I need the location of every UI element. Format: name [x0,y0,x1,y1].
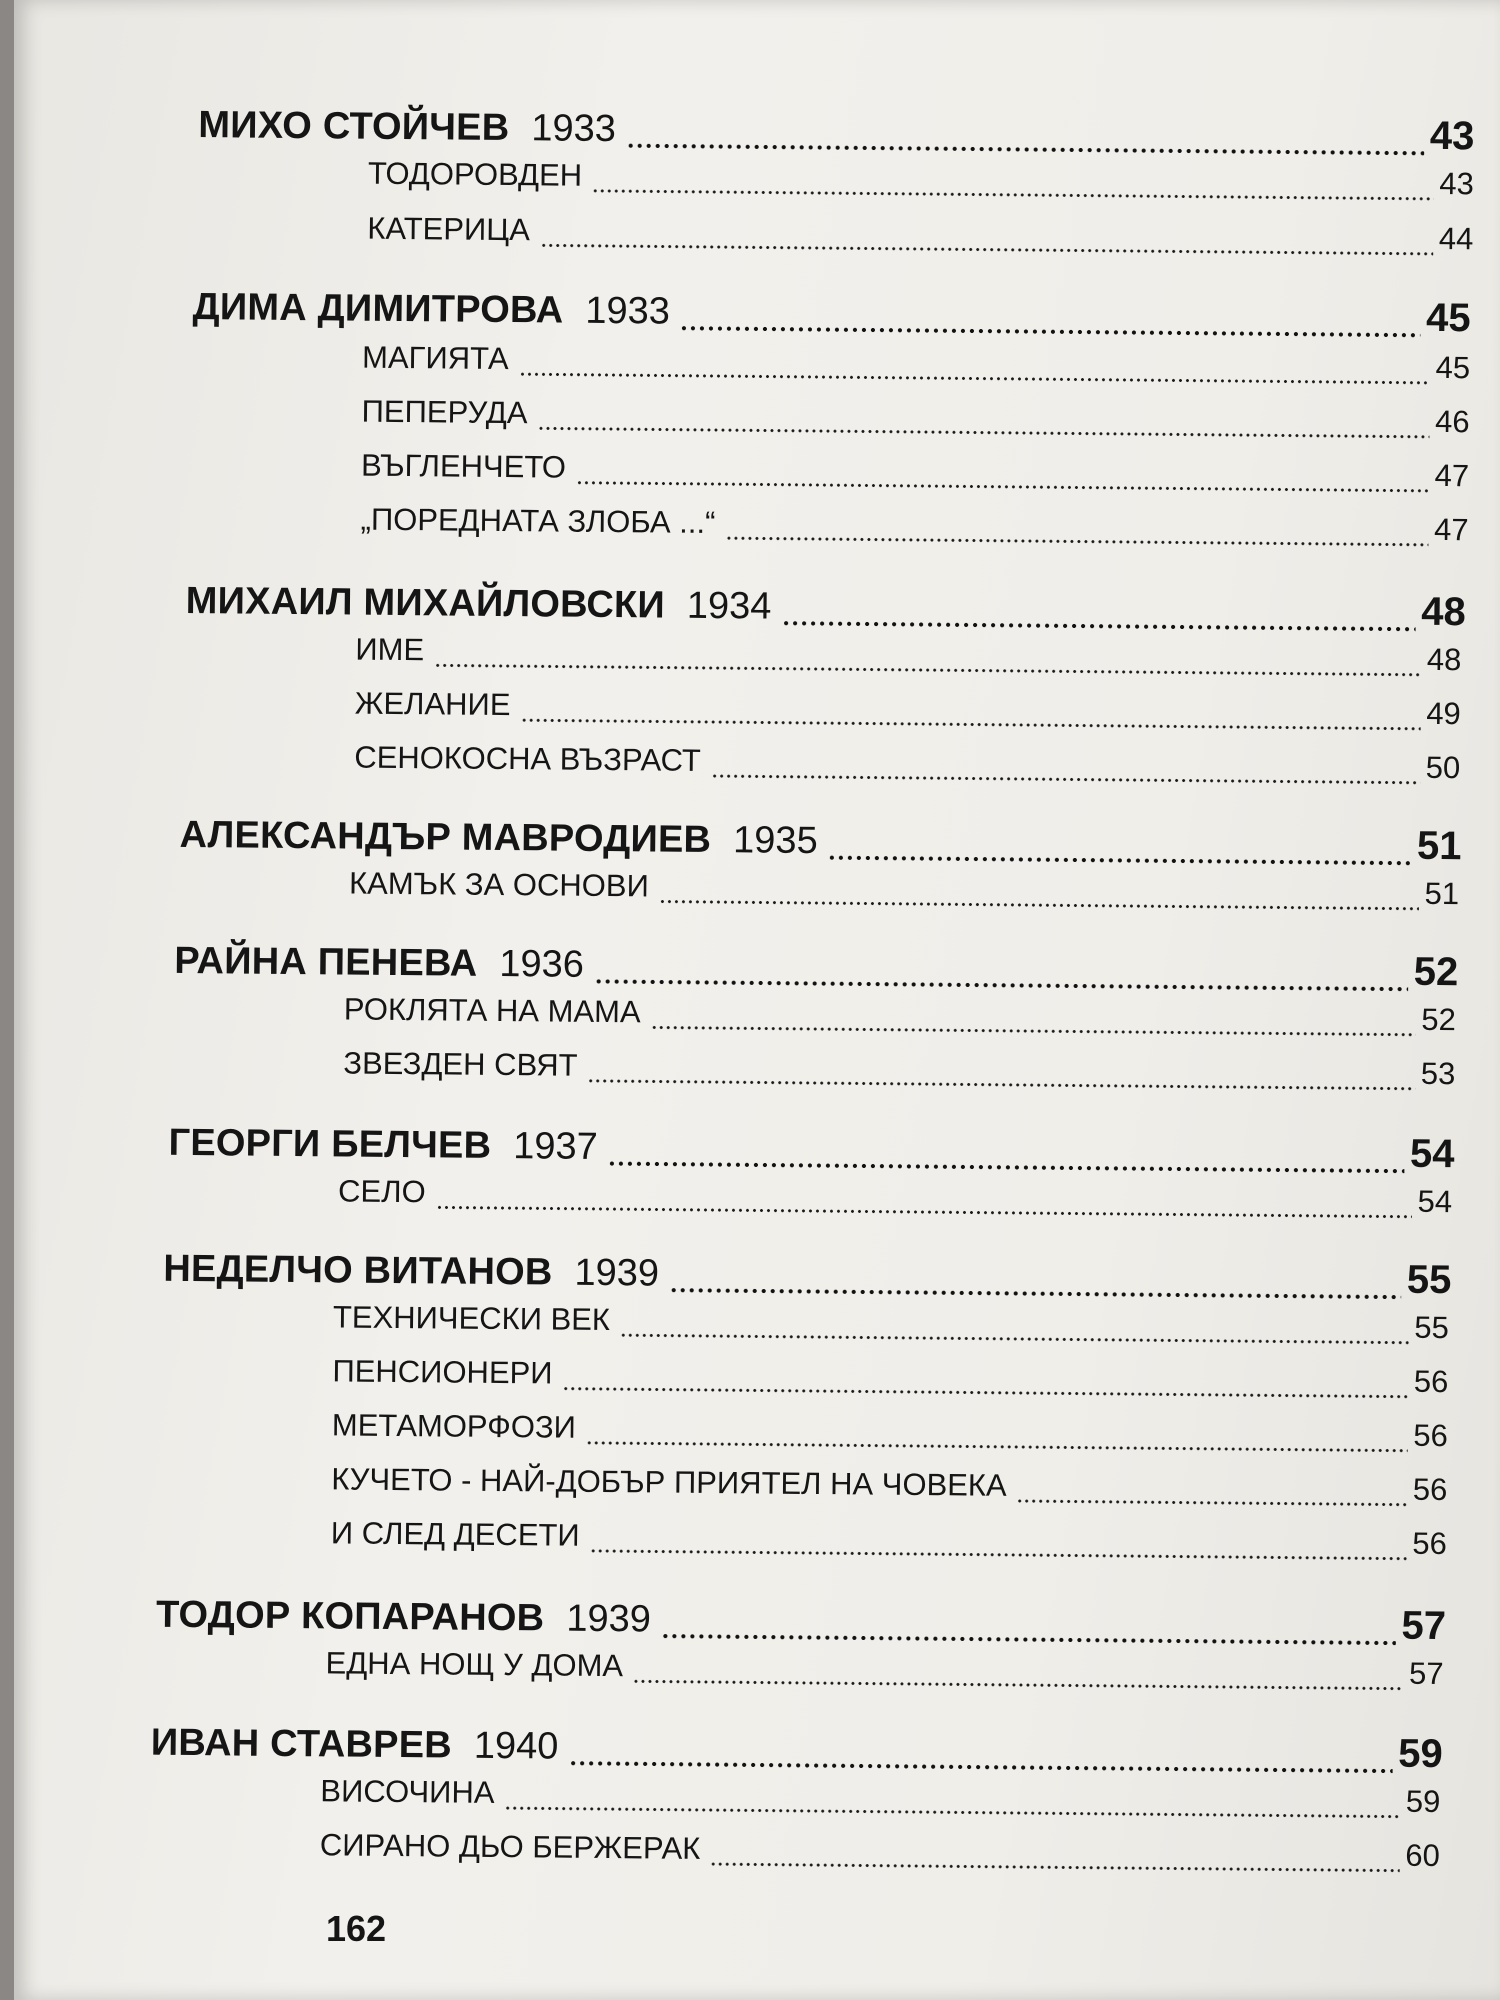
author-year: 1937 [513,1125,598,1168]
toc-work-entry [355,686,1461,741]
work-title: ЖЕЛАНИЕ [354,685,511,723]
dot-leader [436,1205,1412,1218]
toc-work-entry [331,1515,1447,1570]
work-title: МЕТАМОРФОЗИ [331,1407,577,1445]
toc-work-entry [320,1827,1440,1882]
dot-leader [540,243,1433,256]
dot-leader [669,1288,1401,1300]
toc-work-entry [355,632,1461,687]
toc-work-entry [367,211,1473,266]
dot-leader [626,143,1424,156]
page-ref: 48 [1421,589,1466,635]
work-title: ТОДОРОВДЕН [367,155,583,193]
page-ref: 43 [1429,113,1475,159]
work-title: КАТЕРИЦА [367,210,531,248]
dot-leader [650,1025,1415,1036]
author-name: ИВАН СТАВРЕВ [150,1721,453,1767]
toc-work-entry [331,1461,1447,1516]
page-ref: 54 [1417,1183,1453,1220]
toc-work-entry [349,866,1459,921]
dot-leader [592,189,1433,201]
page-ref: 57 [1401,1603,1447,1649]
page-ref: 56 [1413,1417,1449,1454]
dot-leader [680,326,1420,338]
page-ref: 54 [1409,1131,1455,1177]
author-name: РАЙНА ПЕНЕВА [174,939,478,985]
dot-leader [620,1333,1408,1345]
dot-leader [781,621,1415,632]
author-year: 1935 [732,819,818,863]
toc-work-entry [325,1645,1443,1700]
page-ref: 53 [1420,1055,1456,1092]
dot-leader [828,855,1411,866]
author-year: 1933 [531,107,617,151]
toc-work-entry [338,1173,1452,1228]
dot-leader [594,979,1408,992]
work-title: СИРАНО ДЬО БЕРЖЕРАК [319,1827,701,1866]
work-title: ПЕНСИОНЕРИ [332,1353,553,1391]
dot-leader [633,1679,1403,1690]
toc-work-entry [332,1353,1448,1408]
toc-work-entry [361,448,1469,503]
work-title: СЕЛО [337,1173,426,1210]
author-name: ТОДОР КОПАРАНОВ [155,1593,545,1640]
dot-leader [586,1441,1407,1453]
page-ref: 51 [1416,823,1462,869]
page-ref: 45 [1425,295,1471,341]
toc-work-entry [333,1299,1449,1354]
work-title: „ПОРЕДНАТА ЗЛОБА ...“ [360,501,716,541]
page-ref: 59 [1405,1783,1441,1820]
page-ref: 56 [1412,1471,1448,1508]
author-year: 1940 [473,1724,559,1768]
author-year: 1933 [585,289,671,333]
author-year: 1939 [566,1597,652,1641]
work-title: ЕДНА НОЩ У ДОМА [325,1645,624,1684]
author-name: АЛЕКСАНДЪР МАВРОДИЕВ [179,813,712,862]
page-ref: 48 [1426,641,1462,678]
author-year: 1936 [499,942,585,986]
page-ref: 55 [1414,1309,1450,1346]
dot-leader [520,718,1420,731]
author-year: 1939 [574,1251,660,1295]
author-name: ГЕОРГИ БЕЛЧЕВ [168,1121,492,1167]
toc-work-entry [343,1045,1455,1100]
toc-work-entry [344,991,1456,1046]
page-ref: 52 [1421,1001,1457,1038]
work-title: И СЛЕД ДЕСЕТИ [330,1515,580,1553]
work-title: МАГИЯТА [361,339,509,377]
book-page [14,0,1500,2000]
author-name: МИХАИЛ МИХАЙЛОВСКИ [185,579,666,627]
page-ref: 55 [1406,1257,1452,1303]
dot-leader [608,1161,1404,1174]
page-ref: 44 [1438,220,1474,257]
author-name: НЕДЕЛЧО ВИТАНОВ [163,1247,553,1294]
work-title: КАМЪК ЗА ОСНОВИ [348,865,650,904]
dot-leader [710,1862,1399,1873]
page-ref: 46 [1434,403,1470,440]
page-number: 162 [326,1908,387,1949]
dot-leader [1016,1499,1406,1507]
dot-leader [537,426,1429,439]
page-ref: 56 [1413,1363,1449,1400]
toc-work-entry [332,1407,1448,1462]
dot-leader [659,900,1419,911]
dot-leader [576,481,1429,493]
page-ref: 59 [1398,1731,1444,1777]
toc-work-entry [362,340,1470,395]
toc-work-entry [320,1773,1440,1828]
page-ref: 51 [1424,875,1460,912]
toc-work-entry [361,394,1469,449]
dot-leader [587,1079,1414,1091]
work-title: СЕНОКОСНА ВЪЗРАСТ [354,739,702,778]
toc-work-entry [360,502,1468,557]
page-ref: 47 [1433,511,1469,548]
toc-work-entry [368,156,1474,211]
work-title: ПЕПЕРУДА [361,393,528,431]
author-name: МИХО СТОЙЧЕВ [198,104,510,150]
page-ref: 47 [1434,457,1470,494]
work-title: ВИСОЧИНА [320,1773,495,1810]
dot-leader [711,774,1420,785]
work-title: ТЕХНИЧЕСКИ ВЕК [332,1299,611,1338]
work-title: ИМЕ [355,631,425,668]
work-title: КУЧЕТО - НАЙ-ДОБЪР ПРИЯТЕЛ НА ЧОВЕКА [331,1461,1007,1503]
page-ref: 56 [1412,1525,1447,1562]
dot-leader [504,1806,1399,1819]
page-ref: 50 [1425,749,1461,786]
page-ref: 57 [1408,1655,1444,1692]
work-title: ВЪГЛЕНЧЕТО [360,447,567,485]
table-of-contents [14,0,1500,2000]
work-title: ЗВЕЗДЕН СВЯТ [343,1045,578,1083]
author-name: ДИМА ДИМИТРОВА [192,286,564,332]
dot-leader [434,663,1421,676]
dot-leader [568,1761,1392,1774]
page-ref: 45 [1435,349,1471,386]
toc-work-entry [354,740,1460,795]
author-year: 1934 [686,584,772,628]
dot-leader [725,536,1428,547]
work-title: РОКЛЯТА НА МАМА [343,991,641,1030]
dot-leader [661,1634,1396,1646]
page-ref: 49 [1426,695,1461,732]
dot-leader [590,1549,1407,1561]
page-ref: 60 [1405,1837,1440,1874]
dot-leader [519,372,1430,385]
page-ref: 52 [1413,949,1459,995]
dot-leader [562,1387,1407,1399]
toc-author-entry [192,284,1470,348]
page-ref: 43 [1439,165,1475,202]
